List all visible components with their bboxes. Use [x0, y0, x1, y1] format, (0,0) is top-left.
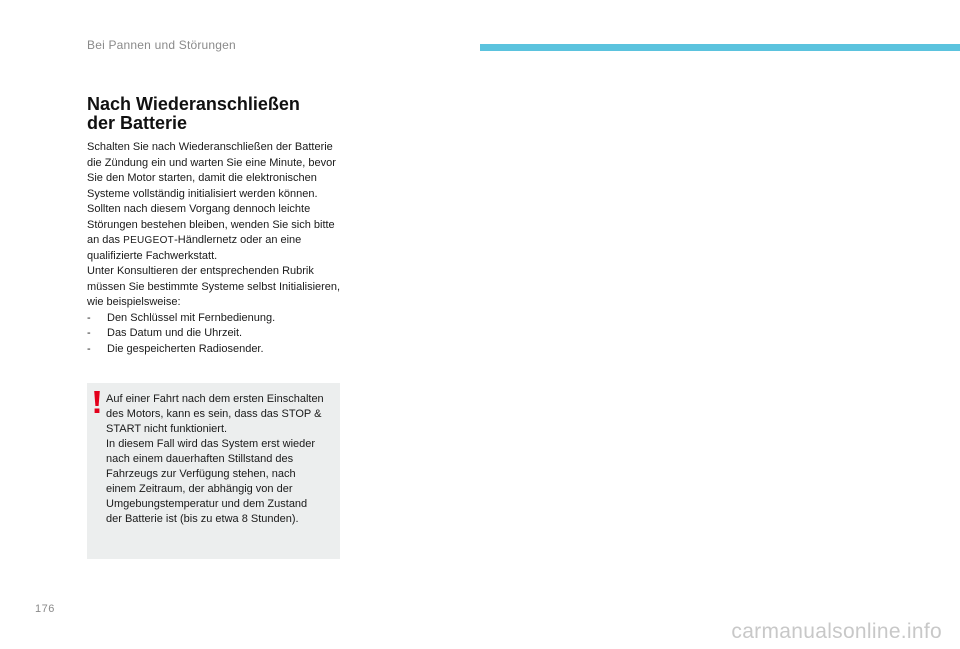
bullet-dash: - — [87, 342, 91, 355]
dealer-text-after: -Händlernetz oder an eine qualifizierte Fachwerkstatt. — [87, 234, 302, 262]
warning-note-box — [87, 383, 340, 559]
system-list — [87, 311, 342, 358]
section-header: Bei Pannen und Störungen — [87, 38, 236, 52]
page-title-line-2: der Batterie — [87, 113, 188, 133]
page-title-line-1: Nach Wiederanschließen — [87, 94, 300, 114]
header-accent-bar — [480, 44, 960, 51]
bullet-dash: - — [87, 311, 91, 324]
body-text — [87, 140, 342, 357]
page-title — [87, 95, 347, 133]
dealer-text-before: Sollten nach diesem Vorgang dennoch leichte Störungen bestehen bleiben, wenden Sie sich bitte an das — [87, 203, 335, 246]
list-item-text: Den Schlüssel mit Fernbedienung. — [107, 311, 276, 324]
list-item — [87, 311, 342, 327]
paragraph-dealer — [87, 202, 342, 264]
paragraph-initialise: Unter Konsultieren der entsprechenden Rubrik müssen Sie bestimmte Systeme selbst Initialisieren, wie beispielsweise: — [87, 265, 341, 308]
list-item-text: Die gespeicherten Radiosender. — [107, 342, 264, 355]
list-item — [87, 326, 342, 342]
bullet-dash: - — [87, 327, 91, 339]
note-paragraph-1: Auf einer Fahrt nach dem ersten Einschalten des Motors, kann es sein, dass das STOP & START nicht funktioniert. — [106, 393, 324, 435]
list-item-text: Das Datum und die Uhrzeit. — [107, 327, 243, 339]
warning-exclamation-icon — [93, 391, 101, 413]
paragraph-restart: Schalten Sie nach Wiederanschließen der Batterie die Zündung ein und warten Sie eine Minute, bevor Sie den Motor starten, damit die elektronischen Systeme vollständig initialisiert werden können. — [87, 141, 336, 200]
list-item — [87, 342, 342, 358]
watermark: carmanualsonline.info — [731, 620, 942, 643]
note-paragraph-2: In diesem Fall wird das System erst wieder nach einem dauerhaften Stillstand des Fahrzeugs zur Verfügung stehen, nach einem Zeitraum, der abhängig von der Umgebungstemperatur und dem Zustand der Batterie ist (bis zu etwa 8 Stunden). — [106, 438, 316, 525]
page-number: 176 — [35, 603, 55, 615]
brand-name: PEUGEOT — [123, 235, 175, 246]
warning-note-text — [106, 392, 326, 527]
